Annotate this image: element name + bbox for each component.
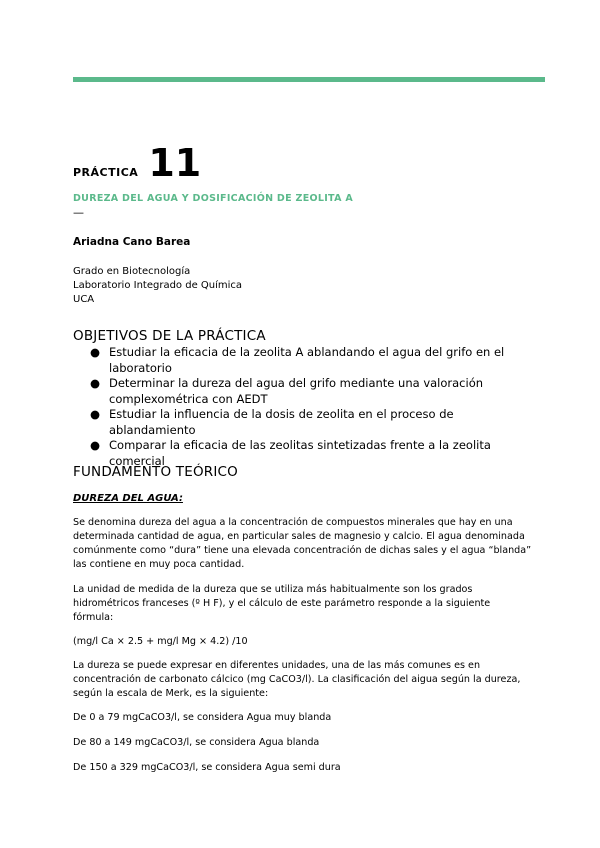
- affiliation-block: [73, 265, 242, 307]
- practica-label: PRÁCTICA: [73, 166, 139, 179]
- objective-text: Estudiar la influencia de la dosis de zeolita en el proceso de ablandamiento: [109, 407, 454, 437]
- classification-semi-hard: De 150 a 329 mgCaCO3/l, se considera Agua semi dura: [73, 762, 341, 773]
- dureza-subheading: DUREZA DEL AGUA:: [73, 493, 183, 504]
- objectives-list: [73, 345, 533, 469]
- formula: (mg/l Ca × 2.5 + mg/l Mg × 4.2) /10: [73, 636, 248, 647]
- objective-text: Comparar la eficacia de las zeolitas sintetizadas frente a la zeolita comercial: [109, 438, 491, 468]
- document-subtitle: DUREZA DEL AGUA Y DOSIFICACIÓN DE ZEOLITA A: [73, 193, 354, 204]
- author-name: Ariadna Cano Barea: [73, 236, 191, 248]
- paragraph-definition: Se denomina dureza del agua a la concentración de compuestos minerales que hay en una determinada cantidad de agua, en particular sales de magnesio y calcio. El agua denominada comúnmente como “dura” tiene una elevada concentración de dichas sales y el agua “blanda” las contiene en muy poca cantidad.: [73, 517, 532, 570]
- bullet-icon: ●: [90, 345, 101, 359]
- subtitle-dash: —: [73, 206, 84, 219]
- objective-item: [73, 376, 533, 407]
- bullet-icon: ●: [90, 376, 101, 390]
- bullet-icon: ●: [90, 407, 101, 421]
- document-header: [73, 141, 202, 185]
- classification-very-soft: De 0 a 79 mgCaCO3/l, se considera Agua muy blanda: [73, 712, 332, 723]
- classification-soft: De 80 a 149 mgCaCO3/l, se considera Agua blanda: [73, 737, 320, 748]
- affiliation-university: UCA: [73, 294, 95, 305]
- affiliation-degree: Grado en Biotecnología: [73, 266, 191, 277]
- objective-item: [73, 407, 533, 438]
- practica-heading: [73, 141, 202, 185]
- objective-text: Estudiar la eficacia de la zeolita A ablandando el agua del grifo en el laboratorio: [109, 345, 505, 375]
- objective-item: [73, 345, 533, 376]
- paragraph-units: La unidad de medida de la dureza que se utiliza más habitualmente son los grados hidrométricos franceses (º H F), y el cálculo de este parámetro responde a la siguiente fórmula:: [73, 584, 491, 623]
- paragraph-classification: La dureza se puede expresar en diferentes unidades, una de las más comunes es en concentración de carbonato cálcico (mg CaCO3/l). La clasificación del aigua según la dureza, según la escala de Merk, es la siguiente:: [73, 660, 521, 699]
- objective-text: Determinar la dureza del agua del grifo mediante una valoración complexométrica con AEDT: [109, 376, 484, 406]
- fundamento-heading: FUNDAMENTO TEÓRICO: [73, 464, 238, 480]
- objectives-heading: OBJETIVOS DE LA PRÁCTICA: [73, 328, 266, 344]
- bullet-icon: ●: [90, 438, 101, 452]
- practica-number: 11: [148, 141, 202, 185]
- affiliation-lab: Laboratorio Integrado de Química: [73, 280, 243, 291]
- top-accent-rule: [73, 77, 545, 82]
